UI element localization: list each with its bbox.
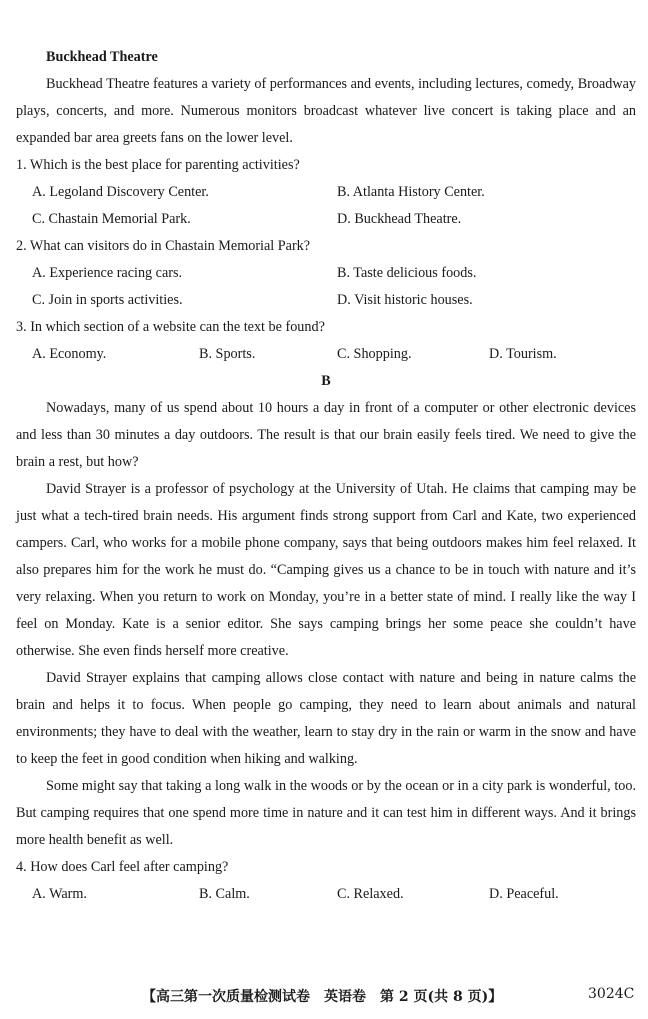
option-a: A. Economy. <box>32 346 107 362</box>
option-d: D. Buckhead Theatre. <box>337 211 462 227</box>
question-stem: 2. What can visitors do in Chastain Memorial Park? <box>16 238 311 254</box>
page-footer <box>0 986 648 1006</box>
option-b: B. Sports. <box>199 346 256 362</box>
passage-paragraph: David Strayer explains that camping allows close contact with nature and being in nature calms the brain and helps it to focus. When people go camping, they need to learn about animals and natural environments; they have to deal with the weather, learn to stay dry in the rain or warm in the snow and have to keep the feet in good condition when hiking and walking. <box>16 670 636 767</box>
option-row <box>16 881 636 908</box>
option-b: B. Calm. <box>199 886 250 902</box>
passage-paragraph: Some might say that taking a long walk in the woods or by the ocean or in a city park is wonderful, too. But camping requires that one spend more time in nature and it can test him in different ways. And it brings more health benefit as well. <box>16 778 636 848</box>
option-a: A. Legoland Discovery Center. <box>32 184 209 200</box>
option-a: A. Warm. <box>32 886 87 902</box>
option-c: C. Shopping. <box>337 346 412 362</box>
option-row <box>16 206 636 233</box>
option-a: A. Experience racing cars. <box>32 265 183 281</box>
question-stem: 4. How does Carl feel after camping? <box>16 859 229 875</box>
option-b: B. Atlanta History Center. <box>337 184 485 200</box>
option-c: C. Relaxed. <box>337 886 404 902</box>
passage-paragraph: Nowadays, many of us spend about 10 hours a day in front of a computer or other electronic devices and less than 30 minutes a day outdoors. The result is that our brain easily feels tired. We need to give the brain a rest, but how? <box>16 400 636 470</box>
option-d: D. Visit historic houses. <box>337 292 473 308</box>
question-stem: 3. In which section of a website can the text be found? <box>16 319 325 335</box>
option-d: D. Peaceful. <box>489 886 559 902</box>
section-label: B <box>321 373 331 389</box>
passage-paragraph: David Strayer is a professor of psychology at the University of Utah. He claims that camping may be just what a tech-tired brain needs. His argument finds strong support from Carl and Kate, two experienced campers. Carl, who works for a mobile phone company, says that being outdoors makes him feel relaxed. It also prepares him for the work he must do. “Camping gives us a chance to be in touch with nature and it’s very relaxing. When you return to work on Monday, you’re in a better state of mind. I really like the way I feel on Monday. Kate is a senior editor. She says camping brings her some peace she couldn’t have otherwise. She even finds herself more creative. <box>16 481 636 659</box>
paper-code: 3024C <box>588 986 635 1002</box>
footer-title: 【高三第一次质量检测试卷 英语卷 第 2 页(共 8 页)】 <box>142 989 503 1005</box>
option-row <box>16 341 636 368</box>
exam-page <box>16 44 636 908</box>
question-stem: 1. Which is the best place for parenting activities? <box>16 157 300 173</box>
option-row <box>16 287 636 314</box>
option-b: B. Taste delicious foods. <box>337 265 477 281</box>
option-d: D. Tourism. <box>489 346 557 362</box>
option-row <box>16 260 636 287</box>
option-c: C. Chastain Memorial Park. <box>32 211 191 227</box>
option-row <box>16 179 636 206</box>
section-heading: Buckhead Theatre <box>46 49 158 65</box>
passage-paragraph: Buckhead Theatre features a variety of performances and events, including lectures, comedy, Broadway plays, concerts, and more. Numerous monitors broadcast whatever live concert is taking place and an expanded bar area greets fans on the lower level. <box>16 76 636 146</box>
option-c: C. Join in sports activities. <box>32 292 183 308</box>
